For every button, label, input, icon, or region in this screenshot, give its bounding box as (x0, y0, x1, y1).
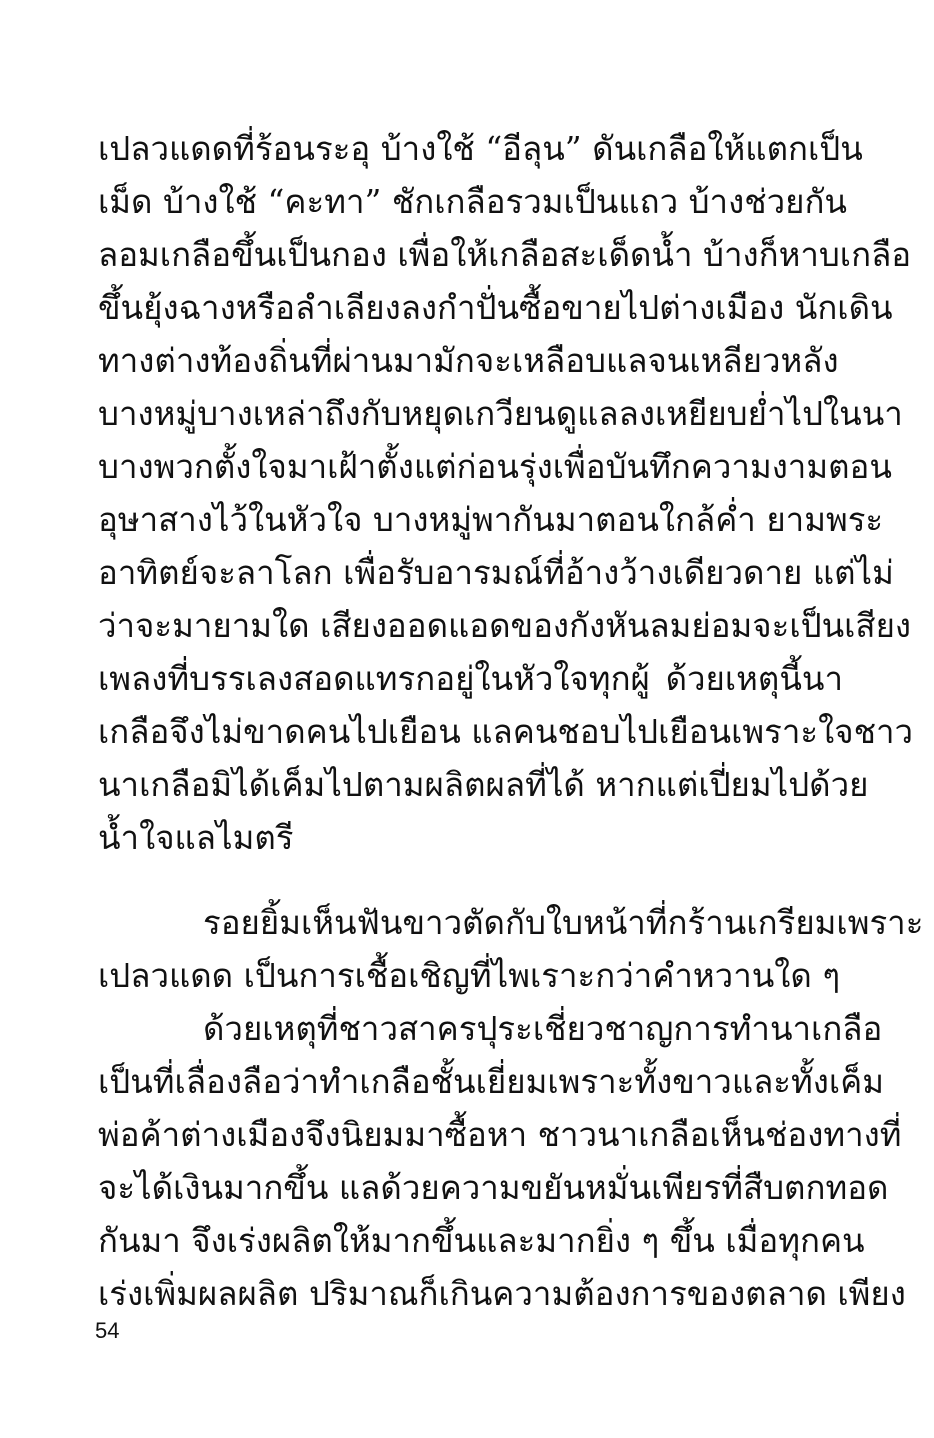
text-line: เปลวแดด เป็นการเชื้อเชิญที่ไพเราะกว่าคำหวานใด ๆ (98, 956, 841, 995)
text-line: เพลงที่บรรเลงสอดแทรกอยู่ในหัวใจทุกผู้ ด้วยเหตุนี้นา (98, 659, 843, 698)
text-line: เกลือจึงไม่ขาดคนไปเยือน แลคนชอบไปเยือนเพราะใจชาว (98, 712, 914, 751)
text-line: นาเกลือมิได้เค็มไปตามผลิตผลที่ได้ หากแต่เปี่ยมไปด้วย (98, 765, 869, 804)
text-line: เป็นที่เลื่องลือว่าทำเกลือชั้นเยี่ยมเพราะทั้งขาวและทั้งเค็ม (98, 1062, 885, 1101)
body-text (98, 122, 924, 1320)
text-line: อุษาสางไว้ในหัวใจ บางหมู่พากันมาตอนใกล้ค่ำ ยามพระ (98, 500, 884, 539)
text-line: รอยยิ้มเห็นฟันขาวตัดกับใบหน้าที่กร้านเกรียมเพราะ (203, 903, 924, 942)
text-line: ลอมเกลือขึ้นเป็นกอง เพื่อให้เกลือสะเด็ดน้ำ บ้างก็หาบเกลือ (98, 235, 912, 274)
text-line: ด้วยเหตุที่ชาวสาครปุระเชี่ยวชาญการทำนาเกลือ (203, 1009, 883, 1048)
text-line: จะได้เงินมากขึ้น แลด้วยความขยันหมั่นเพียรที่สืบตกทอด (98, 1168, 889, 1207)
text-line: กันมา จึงเร่งผลิตให้มากขึ้นและมากยิ่ง ๆ ขึ้น เมื่อทุกคน (98, 1221, 865, 1260)
text-line: น้ำใจแลไมตรี (98, 818, 294, 857)
text-line: เม็ด บ้างใช้ “คะทา” ชักเกลือรวมเป็นแถว บ้างช่วยกัน (98, 182, 847, 221)
text-line: ขึ้นยุ้งฉางหรือลำเลียงลงกำปั่นซื้อขายไปต่างเมือง นักเดิน (98, 288, 893, 327)
text-line: เร่งเพิ่มผลผลิต ปริมาณก็เกินความต้องการของตลาด เพียง (98, 1274, 906, 1313)
text-line: บางพวกตั้งใจมาเฝ้าตั้งแต่ก่อนรุ่งเพื่อบันทึกความงามตอน (98, 447, 892, 486)
paragraph-3 (98, 1002, 906, 1320)
text-line: ว่าจะมายามใด เสียงออดแอดของกังหันลมย่อมจะเป็นเสียง (98, 606, 912, 645)
page-number: 54 (95, 1318, 120, 1343)
text-line: ทางต่างท้องถิ่นที่ผ่านมามักจะเหลือบแลจนเหลียวหลัง (98, 341, 839, 380)
paragraph-1 (98, 122, 914, 864)
text-line: พ่อค้าต่างเมืองจึงนิยมมาซื้อหา ชาวนาเกลือเห็นช่องทางที่ (98, 1115, 902, 1154)
paragraph-2 (98, 896, 924, 1002)
text-line: บางหมู่บางเหล่าถึงกับหยุดเกวียนดูแลลงเหยียบย่ำไปในนา (98, 394, 903, 433)
paragraph-gap (98, 864, 843, 896)
text-line: อาทิตย์จะลาโลก เพื่อรับอารมณ์ที่อ้างว้างเดียวดาย แต่ไม่ (98, 553, 894, 592)
text-line: เปลวแดดที่ร้อนระอุ บ้างใช้ “อีลุน” ดันเกลือให้แตกเป็น (98, 129, 863, 168)
